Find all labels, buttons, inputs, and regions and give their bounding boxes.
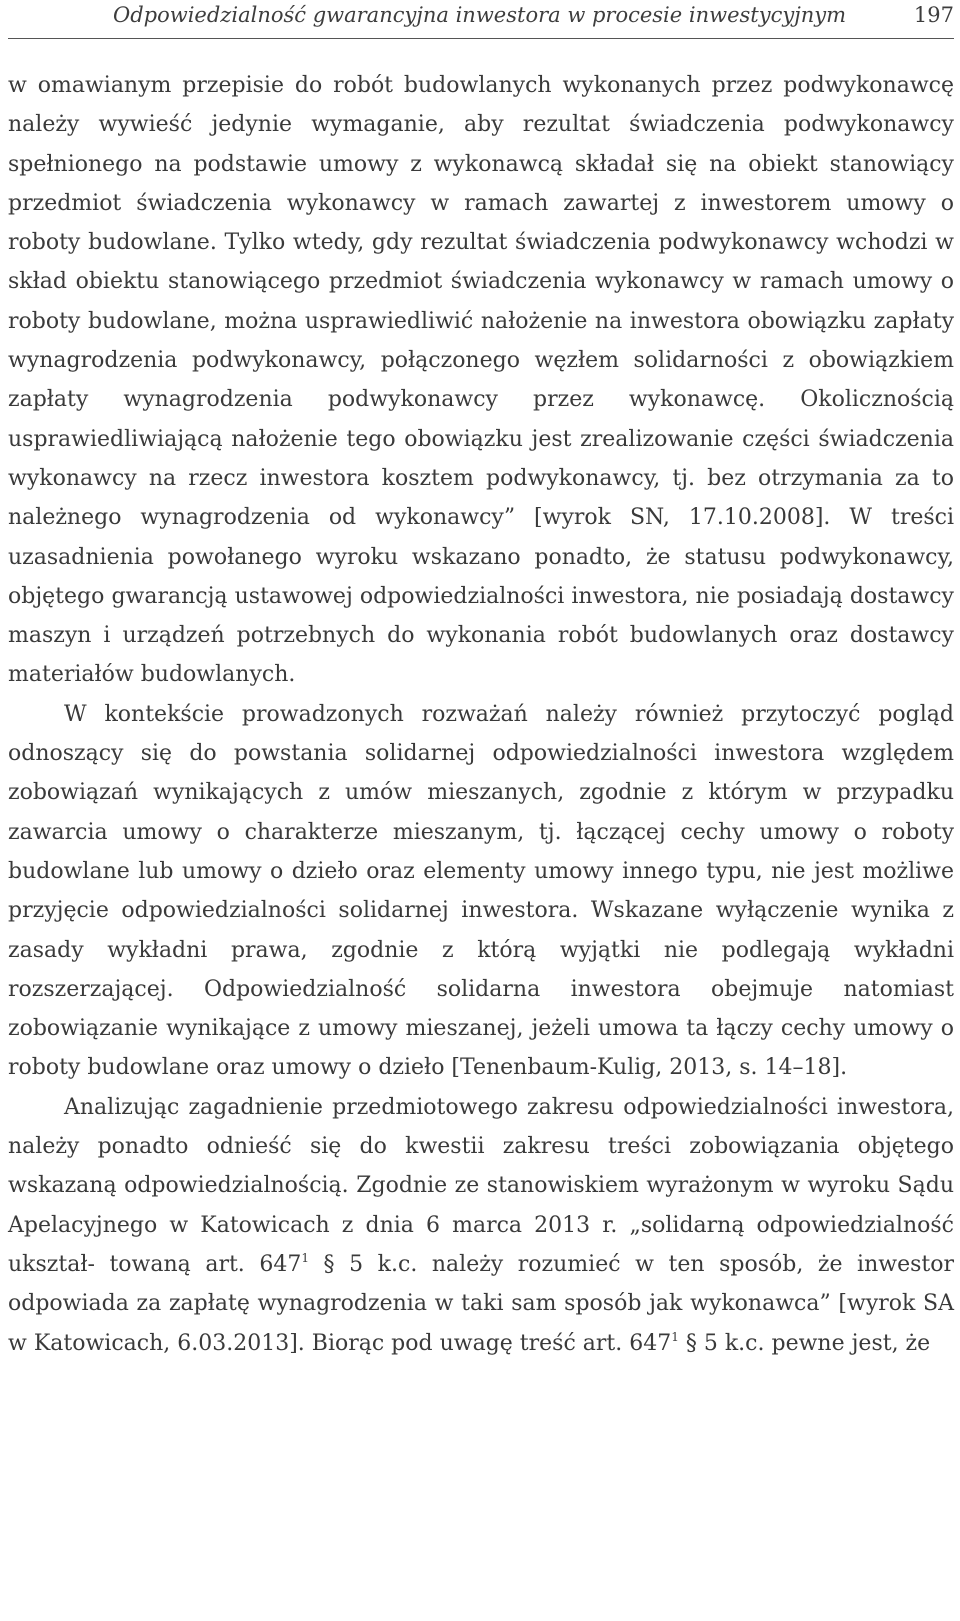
paragraph-3 bbox=[8, 1088, 954, 1363]
body-text bbox=[8, 66, 954, 1363]
paragraph-2: W kontekście prowadzonych rozważań należy również przytoczyć pogląd odnoszący się do powstania solidarnej odpowiedzialności inwestora względem zobowiązań wynikających z umów mieszanych, zgodnie z którym w przypadku zawarcia umowy o charakterze mieszanym, tj. łączącej cechy umowy o roboty budowlane lub umowy o dzieło oraz elementy umowy innego typu, nie jest możliwe przyjęcie odpowiedzialności solidarnej inwestora. Wskazane wyłączenie wynika z zasady wykładni prawa, zgodnie z którą wyjątki nie podlegają wykładni rozszerzającej. Odpowiedzialność solidarna inwestora obejmuje natomiast zobowiązanie wynikające z umowy mieszanej, jeżeli umowa ta łączy cechy umowy o roboty budowlane oraz umowy o dzieło [Tenenbaum-Kulig, 2013, s. 14–18]. bbox=[8, 701, 954, 1081]
paragraph-3-text-3: § 5 k.c. pewne jest, że bbox=[678, 1330, 931, 1356]
running-header bbox=[8, 0, 954, 39]
paragraph-3-text-2: § 5 k.c. należy rozumieć w ten sposób, że inwestor odpowiada za zapłatę wynagrodzenia w taki sam sposób jak wykonawca” [wyrok SA w Katowicach, 6.03.2013]. Biorąc pod uwagę treść art. 647 bbox=[8, 1251, 954, 1356]
page-number: 197 bbox=[913, 3, 954, 27]
paragraph-3-text-1: Analizując zagadnienie przedmiotowego zakresu odpowiedzialności inwestora, należy ponadto odnieść się do kwestii zakresu treści zobowiązania objętego wskazaną odpowiedzialnością. Zgodnie ze stanowiskiem wyrażonym w wyroku Sądu Apelacyjnego w Katowicach z dnia 6 marca 2013 r. „solidarną odpowiedzialność ukształ- towaną art. 647 bbox=[8, 1094, 954, 1277]
running-title: Odpowiedzialność gwarancyjna inwestora w procesie inwestycyjnym bbox=[113, 3, 847, 27]
superscript-1: 1 bbox=[301, 1250, 309, 1265]
superscript-2: 1 bbox=[671, 1329, 679, 1344]
paragraph-1: w omawianym przepisie do robót budowlanych wykonanych przez podwykonawcę należy wywieść jedynie wymaganie, aby rezultat świadczenia podwykonawcy spełnionego na podstawie umowy z wykonawcą składał się na obiekt stanowiący przedmiot świadczenia wykonawcy w ramach zawartej z inwestorem umowy o roboty budowlane. Tylko wtedy, gdy rezultat świadczenia podwykonawcy wchodzi w skład obiektu stanowiącego przedmiot świadczenia wykonawcy w ramach umowy o roboty budowlane, można usprawiedliwić nałożenie na inwestora obowiązku zapłaty wynagrodzenia podwykonawcy, połączonego węzłem solidarności z obowiązkiem zapłaty wynagrodzenia podwykonawcy przez wykonawcę. Okolicznością usprawiedliwiającą nałożenie tego obowiązku jest zrealizowanie części świadczenia wykonawcy na rzecz inwestora kosztem podwykonawcy, tj. bez otrzymania za to należnego wynagrodzenia od wykonawcy” [wyrok SN, 17.10.2008]. W treści uzasadnienia powołanego wyroku wskazano ponadto, że statusu podwykonawcy, objętego gwarancją ustawowej odpowiedzialności inwestora, nie posiadają dostawcy maszyn i urządzeń potrzebnych do wykonania robót budowlanych oraz dostawcy materiałów budowlanych. bbox=[8, 73, 954, 688]
document-page bbox=[8, 0, 954, 1621]
